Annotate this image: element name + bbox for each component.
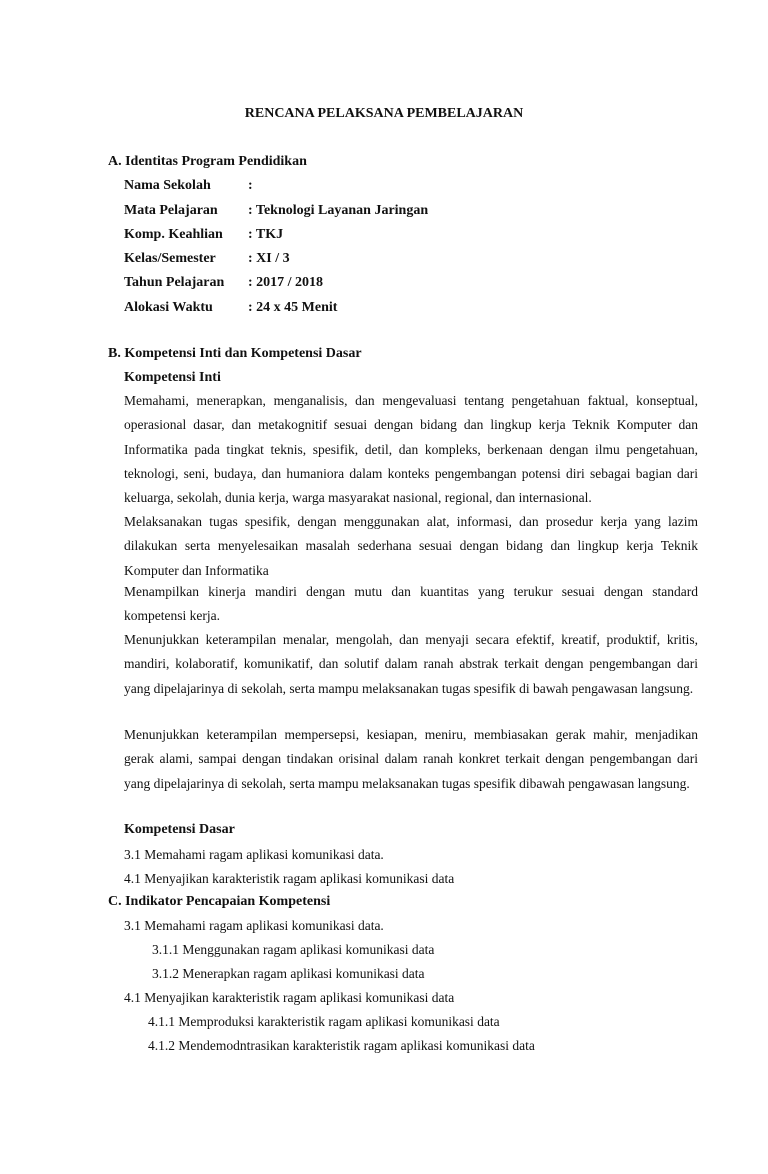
identity-value: : 24 x 45 Menit <box>248 300 338 315</box>
ki-paragraph: Memahami, menerapkan, menganalisis, dan mengevaluasi tentang pengetahuan faktual, konseptual, operasional dasar, dan metakognitif sesuai dengan bidang dan lingkup kerja Teknik Komputer dan Informatika pada tingkat teknis, spesifik, detil, dan kompleks, berkenaan dengan ilmu pengetahuan, teknologi, seni, budaya, dan humaniora dalam konteks pengembangan potensi diri sebagai bagian dari keluarga, sekolah, dunia kerja, warga masyarakat nasional, regional, dan internasional. <box>124 393 698 506</box>
document-title: RENCANA PELAKSANA PEMBELAJARAN <box>244 106 524 121</box>
ki-paragraph: Menunjukkan keterampilan menalar, mengolah, dan menyaji secara efektif, kreatif, produktif, kritis, mandiri, kolaboratif, komunikatif, dan solutif dalam ranah abstrak terkait dengan pengembangan dari yang dipelajarinya di sekolah, serta mampu melaksanakan tugas spesifik di bawah pengawasan langsung. <box>124 632 698 696</box>
identity-value: : Teknologi Layanan Jaringan <box>248 203 429 218</box>
identity-key: Nama Sekolah <box>124 178 211 193</box>
indicator-subitem: 3.1.2 Menerapkan ragam aplikasi komunikasi data <box>152 966 425 981</box>
identity-value: : <box>248 178 253 193</box>
section-a-heading: A. Identitas Program Pendidikan <box>108 154 307 169</box>
identity-key: Komp. Keahlian <box>124 227 223 242</box>
section-b-heading: B. Kompetensi Inti dan Kompetensi Dasar <box>108 346 362 361</box>
indicator-item: 4.1 Menyajikan karakteristik ragam aplikasi komunikasi data <box>124 990 455 1005</box>
identity-row <box>124 251 290 267</box>
indicator-item: 3.1 Memahami ragam aplikasi komunikasi data. <box>124 918 384 933</box>
indicator-subitem: 3.1.1 Menggunakan ragam aplikasi komunikasi data <box>152 942 435 957</box>
identity-row <box>124 275 323 291</box>
kompetensi-inti-heading: Kompetensi Inti <box>124 370 221 385</box>
kd-item: 3.1 Memahami ragam aplikasi komunikasi data. <box>124 847 384 862</box>
ki-paragraph: Melaksanakan tugas spesifik, dengan menggunakan alat, informasi, dan prosedur kerja yang lazim dilakukan serta menyelesaikan masalah sederhana sesuai dengan bidang dan lingkup kerja Teknik Komputer dan Informatika <box>124 514 698 578</box>
kd-item: 4.1 Menyajikan karakteristik ragam aplikasi komunikasi data <box>124 871 455 886</box>
identity-row <box>124 203 428 219</box>
identity-key: Alokasi Waktu <box>124 300 213 315</box>
identity-row <box>124 178 253 194</box>
identity-row <box>124 300 337 316</box>
identity-key: Mata Pelajaran <box>124 203 218 218</box>
identity-row <box>124 227 283 243</box>
identity-value: : 2017 / 2018 <box>248 275 324 290</box>
ki-paragraph: Menampilkan kinerja mandiri dengan mutu dan kuantitas yang terukur sesuai dengan standard kompetensi kerja. <box>124 584 698 624</box>
indicator-subitem: 4.1.1 Memproduksi karakteristik ragam aplikasi komunikasi data <box>148 1014 500 1029</box>
identity-value: : XI / 3 <box>248 251 290 266</box>
identity-key: Kelas/Semester <box>124 251 216 266</box>
kompetensi-dasar-heading: Kompetensi Dasar <box>124 822 235 837</box>
ki-paragraph: Menunjukkan keterampilan mempersepsi, kesiapan, meniru, membiasakan gerak mahir, menjadikan gerak alami, sampai dengan tindakan orisinal dalam ranah konkret terkait dengan pengembangan dari yang dipelajarinya di sekolah, serta mampu melaksanakan tugas spesifik dibawah pengawasan langsung. <box>124 727 698 791</box>
identity-key: Tahun Pelajaran <box>124 275 225 290</box>
section-c-heading: C. Indikator Pencapaian Kompetensi <box>108 894 331 909</box>
identity-value: : TKJ <box>248 227 284 242</box>
indicator-subitem: 4.1.2 Mendemodntrasikan karakteristik ragam aplikasi komunikasi data <box>148 1038 535 1053</box>
